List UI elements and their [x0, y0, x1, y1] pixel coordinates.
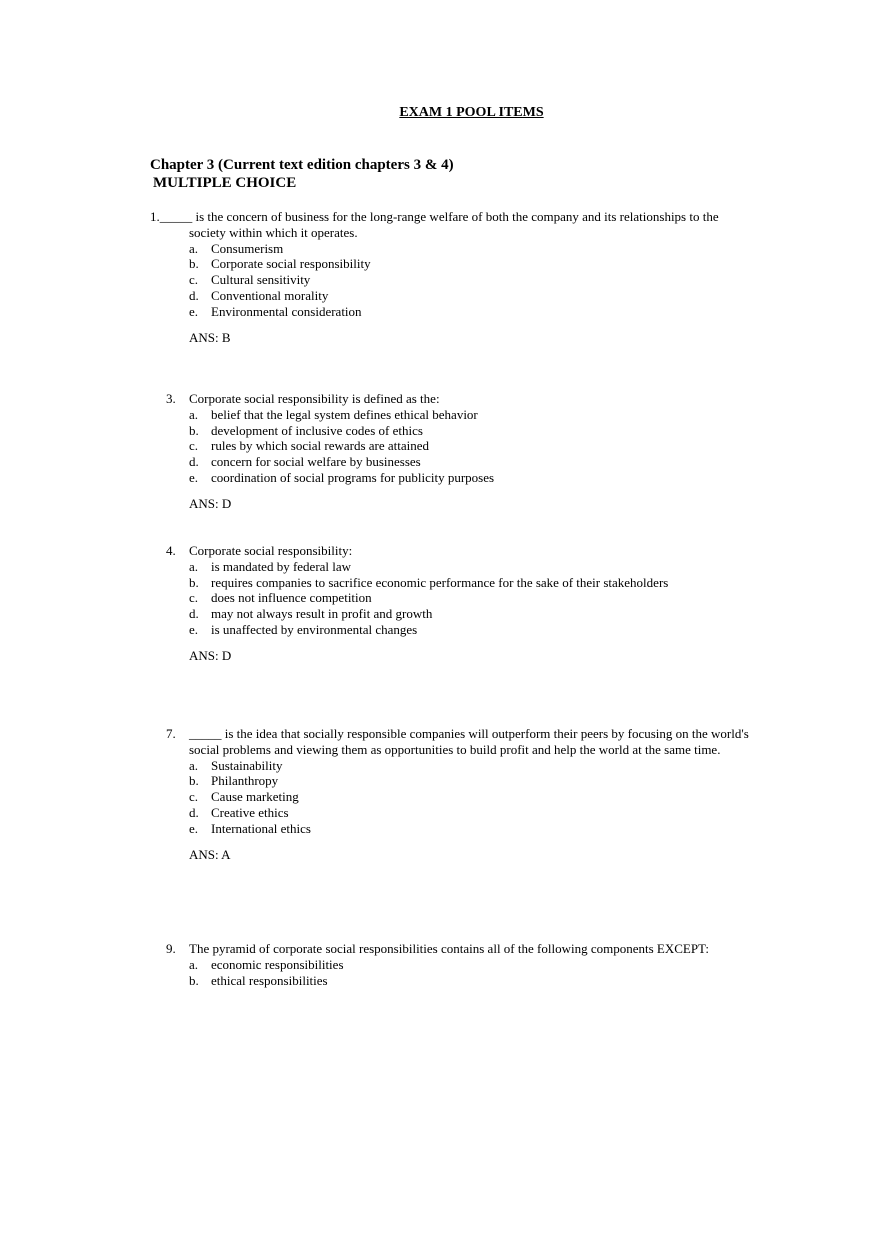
choice-letter: c. — [189, 438, 199, 454]
choice-letter: d. — [189, 454, 199, 470]
choice-text: Cultural sensitivity — [211, 272, 311, 288]
answer-key: ANS: A — [189, 846, 231, 862]
question-number: 4. — [166, 543, 176, 558]
question-stem-text: _____ is the idea that socially responsible companies will outperform their peers by focusing on the world's social problems and viewing them as opportunities to build profit and help the world at the same time. — [189, 726, 749, 757]
choice-letter: e. — [189, 820, 199, 836]
question-stem-first-line: _____ is the concern of business for the long-range welfare of both the company and its relationships to the — [159, 209, 719, 224]
choice-text: economic responsibilities — [211, 956, 344, 972]
choice-letter: c. — [189, 272, 199, 288]
choice-a — [150, 758, 760, 774]
answer-key: ANS: B — [189, 329, 231, 345]
choice-letter: b. — [189, 422, 199, 438]
choice-text: Conventional morality — [211, 287, 329, 303]
choice-d — [150, 454, 760, 470]
choice-letter: b. — [189, 574, 199, 590]
choice-list — [150, 241, 760, 320]
answer-key: ANS: D — [189, 647, 232, 663]
question-stem — [150, 209, 760, 241]
choice-letter: e. — [189, 621, 199, 637]
choice-text: Consumerism — [211, 240, 284, 256]
question-3 — [150, 391, 760, 512]
choice-d — [150, 606, 760, 622]
choice-b — [150, 973, 760, 989]
choice-text: Creative ethics — [211, 804, 289, 820]
choice-letter: a. — [189, 956, 199, 972]
question-number: 3. — [166, 391, 176, 406]
answer-key: ANS: D — [189, 495, 232, 511]
chapter-heading: Chapter 3 (Current text edition chapters 3 & 4) — [150, 157, 454, 173]
choice-letter: e. — [189, 303, 199, 319]
choice-text: may not always result in profit and growth — [211, 606, 433, 622]
choice-text: Philanthropy — [211, 773, 279, 789]
choice-b — [150, 423, 760, 439]
choice-b — [150, 773, 760, 789]
choice-text: rules by which social rewards are attained — [211, 438, 430, 454]
choice-letter: e. — [189, 469, 199, 485]
question-stem — [150, 391, 760, 407]
choice-e — [150, 304, 760, 320]
choice-b — [150, 575, 760, 591]
choice-list — [150, 957, 760, 989]
choice-letter: a. — [189, 558, 199, 574]
choice-a — [150, 559, 760, 575]
choice-text: is unaffected by environmental changes — [211, 621, 418, 637]
choice-a — [150, 241, 760, 257]
document-title: EXAM 1 POOL ITEMS — [399, 105, 544, 120]
choice-e — [150, 622, 760, 638]
question-7 — [150, 726, 760, 862]
choice-letter: b. — [189, 773, 199, 789]
choice-text: Sustainability — [211, 757, 283, 773]
choice-d — [150, 805, 760, 821]
choice-text: ethical responsibilities — [211, 972, 328, 988]
choice-list — [150, 407, 760, 486]
choice-letter: a. — [189, 757, 199, 773]
question-1 — [150, 209, 760, 345]
choice-letter: c. — [189, 590, 199, 606]
choice-text: International ethics — [211, 820, 311, 836]
choice-letter: d. — [189, 287, 199, 303]
choice-b — [150, 256, 760, 272]
choice-text: is mandated by federal law — [211, 558, 352, 574]
choice-text: Environmental consideration — [211, 303, 362, 319]
choice-letter: b. — [189, 256, 199, 272]
question-stem-text: Corporate social responsibility is defined as the: — [189, 391, 440, 406]
choice-text: coordination of social programs for publicity purposes — [211, 469, 495, 485]
choice-c — [150, 438, 760, 454]
choice-text: Corporate social responsibility — [211, 256, 371, 272]
section-heading: MULTIPLE CHOICE — [153, 175, 297, 191]
question-stem — [150, 543, 760, 559]
choice-letter: d. — [189, 606, 199, 622]
choice-text: does not influence competition — [211, 590, 372, 606]
choice-e — [150, 470, 760, 486]
choice-text: development of inclusive codes of ethics — [211, 422, 423, 438]
choice-text: requires companies to sacrifice economic performance for the sake of their stakeholders — [211, 574, 669, 590]
choice-a — [150, 957, 760, 973]
choice-c — [150, 789, 760, 805]
question-9 — [150, 941, 760, 988]
choice-text: concern for social welfare by businesses — [211, 454, 421, 470]
choice-c — [150, 272, 760, 288]
choice-e — [150, 821, 760, 837]
question-4 — [150, 543, 760, 664]
choice-a — [150, 407, 760, 423]
question-stem-text: Corporate social responsibility: — [189, 543, 353, 558]
choice-text: Cause marketing — [211, 789, 299, 805]
choice-letter: a. — [189, 240, 199, 256]
choice-letter: b. — [189, 972, 199, 988]
question-stem — [150, 726, 760, 758]
question-stem-continuation: society within which it operates. — [189, 224, 358, 240]
choice-text: belief that the legal system defines ethical behavior — [211, 406, 478, 422]
question-number: 7. — [166, 726, 176, 741]
question-number: 1. — [150, 209, 160, 224]
choice-letter: d. — [189, 804, 199, 820]
question-stem-text: The pyramid of corporate social responsibilities contains all of the following components EXCEPT: — [189, 941, 709, 956]
question-stem — [150, 941, 760, 957]
choice-list — [150, 559, 760, 638]
choice-d — [150, 288, 760, 304]
question-number: 9. — [166, 941, 176, 956]
choice-letter: c. — [189, 789, 199, 805]
choice-letter: a. — [189, 406, 199, 422]
choice-list — [150, 758, 760, 837]
choice-c — [150, 590, 760, 606]
